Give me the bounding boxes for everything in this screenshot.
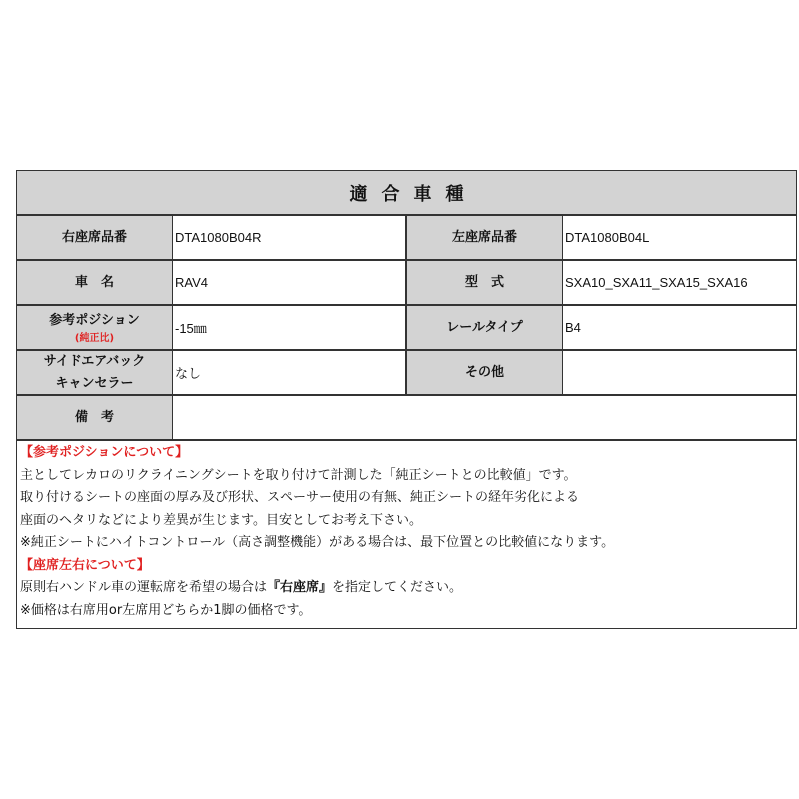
notes-section	[17, 441, 796, 628]
right-seat-part-value: DTA1080B04R	[173, 216, 407, 259]
airbag-canceller-label	[17, 351, 173, 394]
remarks-value	[173, 396, 796, 439]
note-line: 取り付けるシートの座面の厚み及び形状、スペーサー使用の有無、純正シートの経年劣化による	[20, 490, 580, 505]
rail-type-value: B4	[563, 306, 796, 349]
note-emphasis: 『右座席』	[267, 580, 333, 595]
other-label: その他	[407, 351, 563, 394]
vehicle-name-value: RAV4	[173, 261, 407, 304]
airbag-canceller-value: なし	[173, 351, 407, 394]
left-seat-part-value: DTA1080B04L	[563, 216, 796, 259]
table-row-part-numbers	[17, 216, 796, 261]
note-line: 主としてレカロのリクライニングシートを取り付けて計測した「純正シートとの比較値」です。	[20, 467, 577, 483]
note-line	[20, 577, 793, 600]
table-row-remarks	[17, 396, 796, 441]
reference-position-sublabel: (純正比)	[74, 332, 115, 344]
reference-position-label-text: 参考ポジション	[49, 312, 140, 328]
rail-type-label: レールタイプ	[407, 306, 563, 349]
other-value	[563, 351, 796, 394]
airbag-canceller-label-line1: サイドエアバック	[43, 353, 146, 369]
table-row-position	[17, 306, 796, 351]
left-seat-part-label: 左座席品番	[407, 216, 563, 259]
note-line: 座面のヘタリなどにより差異が生じます。目安としてお考え下さい。	[20, 512, 422, 528]
table-row-vehicle	[17, 261, 796, 306]
note-line: ※純正シートにハイトコントロール（高さ調整機能）がある場合は、最下位置との比較値になります。	[20, 535, 615, 550]
note-text: を指定してください。	[332, 580, 463, 595]
remarks-label: 備 考	[17, 396, 173, 439]
table-row-airbag	[17, 351, 796, 396]
note-line: ※価格は右席用or左席用どちらか1脚の価格です。	[20, 602, 312, 618]
model-code-value: SXA10_SXA11_SXA15_SXA16	[563, 261, 796, 304]
right-seat-part-label: 右座席品番	[17, 216, 173, 259]
model-code-label: 型 式	[407, 261, 563, 304]
seat-side-heading: 【座席左右について】	[20, 557, 150, 573]
reference-position-label	[17, 306, 173, 349]
reference-position-value: -15㎜	[173, 306, 407, 349]
vehicle-name-label: 車 名	[17, 261, 173, 304]
note-text: 原則右ハンドル車の運転席を希望の場合は	[20, 580, 268, 595]
table-title: 適合車種	[17, 171, 796, 216]
reference-position-heading: 【参考ポジションについて】	[20, 445, 189, 460]
airbag-canceller-label-line2: キャンセラー	[55, 375, 134, 391]
compatibility-table	[16, 170, 797, 629]
